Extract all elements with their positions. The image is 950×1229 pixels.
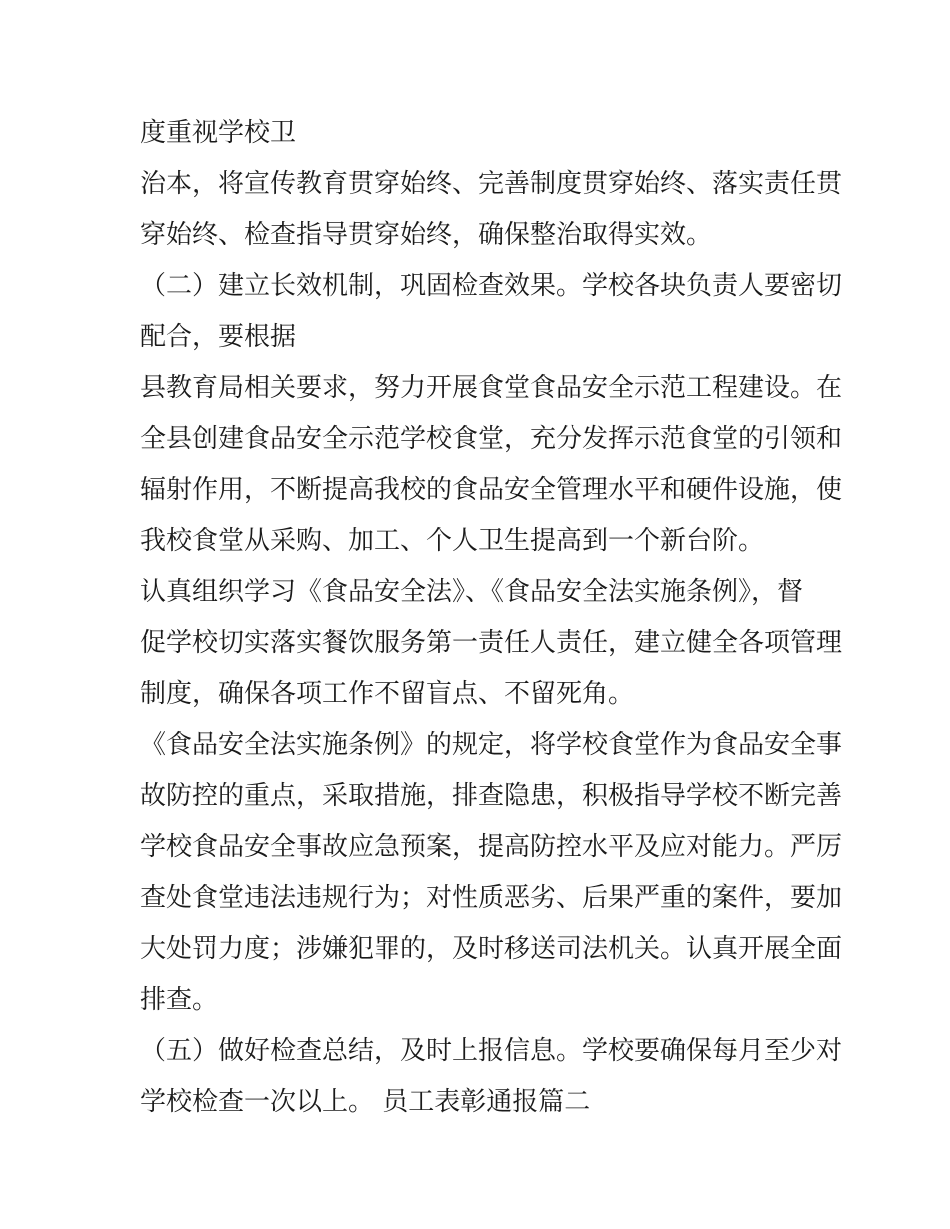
text-line: 穿始终、检查指导贯穿始终，确保整治取得实效。 xyxy=(140,220,713,250)
text-line: 治本，将宣传教育贯穿始终、完善制度贯穿始终、落实责任贯 xyxy=(140,169,843,199)
text-line: 度重视学校卫 xyxy=(140,118,297,148)
text-line: 全县创建食品安全示范学校食堂，充分发挥示范食堂的引领和 xyxy=(140,424,843,454)
text-line: 《食品安全法实施条例》的规定，将学校食堂作为食品安全事 xyxy=(140,730,843,760)
text-line: 查处食堂违法违规行为；对性质恶劣、后果严重的案件，要加 xyxy=(140,883,843,913)
text-line: 促学校切实落实餐饮服务第一责任人责任，建立健全各项管理 xyxy=(140,628,843,658)
document-text xyxy=(140,108,843,1128)
text-line: 我校食堂从采购、加工、个人卫生提高到一个新台阶。 xyxy=(140,526,765,556)
text-line: （二）建立长效机制，巩固检查效果。学校各块负责人要密切 xyxy=(140,271,843,301)
text-line: 故防控的重点，采取措施，排查隐患，积极指导学校不断完善 xyxy=(140,781,843,811)
text-line: 辐射作用，不断提高我校的食品安全管理水平和硬件设施，使 xyxy=(140,475,843,505)
text-line: 认真组织学习《食品安全法》、《食品安全法实施条例》，督 xyxy=(140,577,804,607)
text-line: 学校食品安全事故应急预案，提高防控水平及应对能力。严厉 xyxy=(140,832,843,862)
text-line: 学校检查一次以上。 员工表彰通报篇二 xyxy=(140,1087,591,1117)
text-line: 排查。 xyxy=(140,985,219,1015)
text-line: 县教育局相关要求，努力开展食堂食品安全示范工程建设。在 xyxy=(140,373,843,403)
text-line: 制度，确保各项工作不留盲点、不留死角。 xyxy=(140,679,635,709)
text-line: 大处罚力度；涉嫌犯罪的，及时移送司法机关。认真开展全面 xyxy=(140,934,843,964)
text-line: （五）做好检查总结，及时上报信息。学校要确保每月至少对 xyxy=(140,1036,843,1066)
text-line: 配合，要根据 xyxy=(140,322,297,352)
